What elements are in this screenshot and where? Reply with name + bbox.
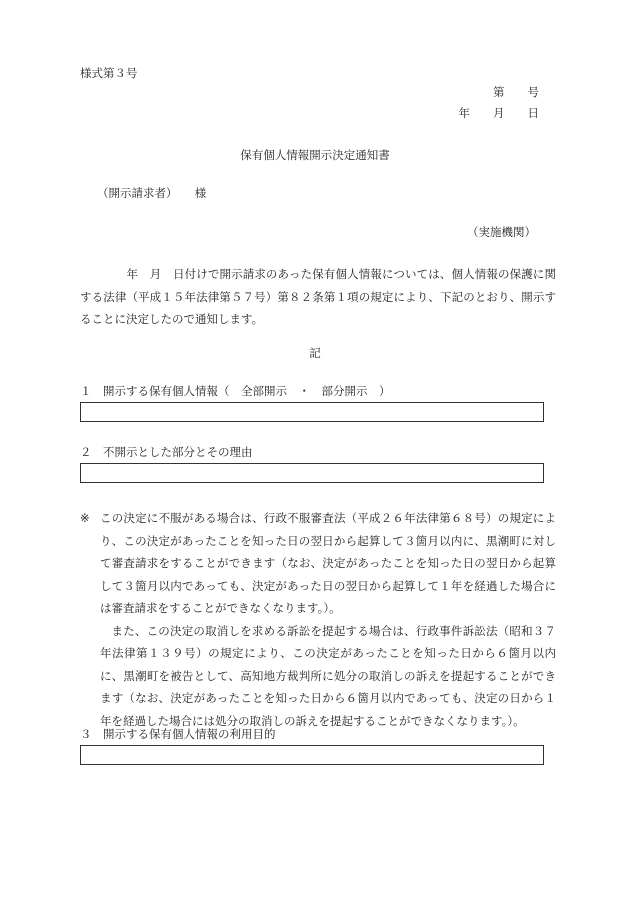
- appeal-notice: [80, 507, 556, 732]
- section-3-heading: ３ 開示する保有個人情報の利用目的: [80, 727, 276, 741]
- section-3-field[interactable]: [80, 745, 544, 765]
- intro-paragraph: 年 月 日付けで開示請求のあった保有個人情報については、個人情報の保護に関する法律（平成１５年法律第５７号）第８２条第１項の規定により、下記のとおり、開示することに決定したので通知します。: [80, 267, 556, 326]
- page-title: 保有個人情報開示決定通知書: [240, 148, 390, 162]
- section-2-heading: ２ 不開示とした部分とその理由: [80, 445, 253, 459]
- ki-heading: 記: [309, 346, 321, 360]
- section-1-heading: １ 開示する保有個人情報（ 全部開示 ・ 部分開示 ）: [80, 384, 391, 398]
- document-date: 年 月 日: [458, 106, 539, 120]
- document-number: 第 号: [493, 85, 539, 99]
- notice-paragraph-1: この決定に不服がある場合は、行政不服審査法（平成２６年法律第６８号）の規定により、この決定があったことを知った日の翌日から起算して３箇月以内に、黒潮町に対して審査請求をすることができます（なお、決定があったことを知った日の翌日から起算して３箇月以内であっても、決定があった日の翌日から起算して１年を経過した場合には審査請求をすることができなくなります。）。: [100, 511, 556, 615]
- recipient-line: （開示請求者） 様: [97, 186, 207, 200]
- section-1-field[interactable]: [80, 402, 544, 422]
- issuing-agency: （実施機関）: [467, 225, 536, 239]
- section-2-field[interactable]: [80, 463, 544, 483]
- notice-mark: ※: [80, 511, 90, 525]
- form-label: 様式第３号: [80, 66, 138, 80]
- notice-paragraph-2: また、この決定の取消しを求める訴訟を提起する場合は、行政事件訴訟法（昭和３７年法律第１３９号）の規定により、この決定があったことを知った日から６箇月以内に、黒潮町を被告として、高知地方裁判所に処分の取消しの訴えを提起することができます（なお、決定があったことを知った日から６箇月以内であっても、決定の日から１年を経過した場合には処分の取消しの訴えを提起することができなくなります。）。: [100, 623, 556, 728]
